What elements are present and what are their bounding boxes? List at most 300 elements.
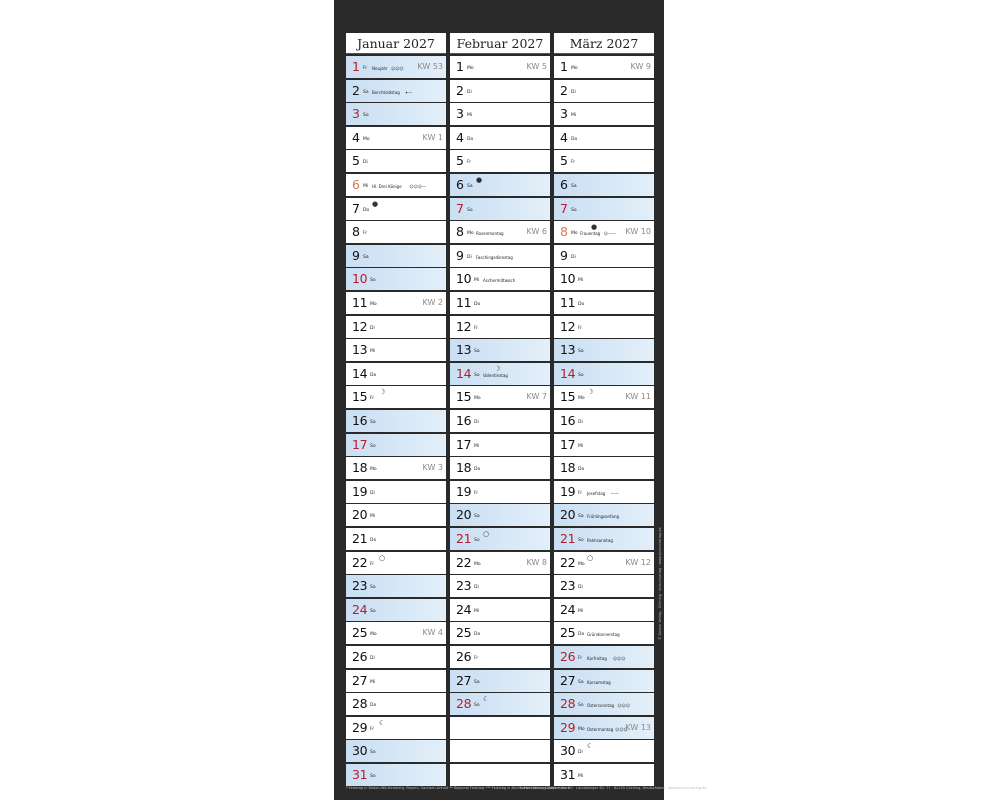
weekday-abbr: So bbox=[474, 372, 480, 378]
weekday-abbr: Sa bbox=[474, 514, 480, 520]
weekday-abbr: Di bbox=[467, 89, 472, 95]
holiday-name: Josefstag bbox=[587, 490, 606, 496]
holiday-name: Karsamstag bbox=[587, 679, 611, 685]
holiday-region-symbols: ☺☺☺ bbox=[391, 66, 404, 71]
moon-phase-icon: ☽ bbox=[379, 388, 386, 397]
moon-phase-icon: ☾ bbox=[379, 718, 386, 727]
weekday-abbr: Mo bbox=[370, 467, 377, 473]
weekend-shade bbox=[346, 103, 446, 125]
holiday-name: Gründonnerstag bbox=[587, 632, 620, 638]
day-row bbox=[346, 127, 446, 149]
day-number: 23 bbox=[560, 578, 576, 594]
day-row bbox=[554, 552, 654, 574]
weekday-abbr: Do bbox=[571, 136, 578, 142]
day-number: 24 bbox=[352, 601, 368, 617]
day-row bbox=[450, 386, 550, 408]
weekday-abbr: Mi bbox=[571, 113, 577, 119]
day-row bbox=[346, 268, 446, 290]
day-row bbox=[346, 80, 446, 102]
day-row bbox=[450, 198, 550, 220]
day-number: 17 bbox=[352, 436, 368, 452]
weekday-abbr: Fr bbox=[467, 160, 472, 166]
weekday-abbr: Mi bbox=[467, 113, 473, 119]
weekday-abbr: Di bbox=[578, 750, 583, 756]
day-number: 1 bbox=[560, 59, 568, 74]
day-row bbox=[450, 316, 550, 338]
day-row bbox=[554, 386, 654, 408]
day-number: 19 bbox=[352, 483, 368, 499]
week-number: KW 12 bbox=[625, 557, 651, 567]
weekday-abbr: Di bbox=[571, 254, 576, 260]
day-row bbox=[554, 198, 654, 220]
day-number: 24 bbox=[456, 601, 472, 617]
day-number: 21 bbox=[560, 531, 576, 546]
day-number: 22 bbox=[352, 554, 368, 570]
day-number: 12 bbox=[456, 318, 472, 334]
weekday-abbr: Fr bbox=[363, 66, 368, 71]
day-number: 11 bbox=[352, 295, 368, 310]
weekday-abbr: Di bbox=[578, 585, 583, 591]
weekday-abbr: Di bbox=[370, 656, 375, 661]
empty-day-row bbox=[450, 764, 550, 786]
weekday-abbr: Do bbox=[474, 302, 481, 307]
day-number: 1 bbox=[456, 59, 464, 74]
weekday-abbr: Mo bbox=[363, 136, 370, 142]
week-number: KW 2 bbox=[422, 298, 443, 307]
weekday-abbr: So bbox=[571, 207, 577, 213]
day-row bbox=[450, 174, 550, 196]
day-number: 28 bbox=[456, 696, 472, 712]
weekday-abbr: Do bbox=[370, 538, 377, 543]
day-number: 14 bbox=[560, 365, 576, 381]
weekday-abbr: Sa bbox=[578, 679, 584, 685]
weekday-abbr: Fr bbox=[370, 396, 375, 402]
day-row bbox=[554, 410, 654, 432]
weekday-abbr: Do bbox=[467, 136, 474, 142]
holiday-name: Rosenmontag bbox=[476, 231, 504, 237]
weekday-abbr: Di bbox=[474, 420, 479, 425]
weekday-abbr: Mi bbox=[578, 608, 584, 614]
day-row bbox=[346, 457, 446, 479]
weekday-abbr: So bbox=[363, 113, 369, 119]
day-row bbox=[554, 764, 654, 786]
day-number: 15 bbox=[456, 389, 472, 405]
moon-phase-icon: ○ bbox=[483, 530, 490, 538]
day-row bbox=[450, 646, 550, 668]
weekday-abbr: Mi bbox=[370, 514, 376, 520]
day-number: 9 bbox=[560, 247, 568, 263]
day-number: 25 bbox=[352, 625, 368, 641]
holiday-name: Frühlingsanfang bbox=[587, 514, 620, 520]
week-number: KW 3 bbox=[422, 463, 443, 473]
week-number: KW 13 bbox=[625, 722, 651, 732]
weekday-abbr: Fr bbox=[474, 325, 479, 331]
day-number: 4 bbox=[352, 129, 360, 145]
day-number: 20 bbox=[560, 507, 576, 523]
week-number: KW 11 bbox=[625, 392, 651, 402]
day-row bbox=[450, 552, 550, 574]
moon-phase-icon: ☾ bbox=[483, 695, 490, 704]
day-row bbox=[450, 670, 550, 692]
day-row bbox=[346, 434, 446, 456]
weekday-abbr: Di bbox=[474, 585, 479, 591]
day-number: 5 bbox=[352, 153, 360, 169]
day-number: 12 bbox=[352, 318, 368, 334]
week-number: KW 6 bbox=[526, 227, 547, 237]
day-row bbox=[346, 245, 446, 267]
day-number: 26 bbox=[456, 649, 472, 664]
holiday-name: Neujahr bbox=[372, 66, 388, 71]
day-number: 6 bbox=[456, 177, 464, 192]
day-number: 2 bbox=[456, 82, 464, 98]
day-number: 18 bbox=[560, 460, 576, 476]
day-number: 15 bbox=[560, 389, 576, 405]
moon-phase-icon: ☽ bbox=[494, 364, 501, 373]
day-row bbox=[450, 221, 550, 243]
weekday-abbr: Mo bbox=[370, 632, 377, 638]
day-row bbox=[554, 528, 654, 550]
weekday-abbr: Fr bbox=[474, 656, 479, 661]
day-row bbox=[346, 528, 446, 550]
holiday-name: Palmsonntag bbox=[587, 538, 613, 543]
day-number: 27 bbox=[560, 672, 576, 688]
weekday-abbr: Fr bbox=[363, 231, 368, 237]
day-row bbox=[554, 599, 654, 621]
weekday-abbr: Di bbox=[571, 89, 576, 95]
day-row bbox=[346, 410, 446, 432]
day-number: 8 bbox=[456, 224, 464, 240]
holiday-region-symbols: ☺☺☺ bbox=[613, 656, 626, 661]
weekend-shade bbox=[450, 174, 550, 196]
weekday-abbr: Mi bbox=[370, 679, 376, 685]
day-row bbox=[450, 434, 550, 456]
day-row bbox=[346, 316, 446, 338]
day-number: 23 bbox=[456, 578, 472, 594]
weekend-shade bbox=[450, 198, 550, 220]
day-number: 20 bbox=[456, 507, 472, 523]
day-row bbox=[346, 717, 446, 739]
weekday-abbr: Mo bbox=[578, 561, 585, 567]
day-row bbox=[346, 339, 446, 361]
day-number: 28 bbox=[352, 696, 368, 712]
day-number: 31 bbox=[560, 767, 576, 782]
day-row bbox=[450, 127, 550, 149]
weekday-abbr: Sa bbox=[370, 750, 376, 756]
day-row bbox=[554, 622, 654, 644]
day-number: 1 bbox=[352, 59, 360, 74]
day-number: 27 bbox=[352, 672, 368, 688]
day-row bbox=[346, 575, 446, 597]
month-title: Januar 2027 bbox=[346, 33, 446, 53]
holiday-name: Karfreitag bbox=[587, 656, 607, 661]
day-number: 16 bbox=[456, 413, 472, 428]
weekday-abbr: Di bbox=[370, 325, 375, 331]
weekday-abbr: Di bbox=[578, 420, 583, 425]
day-number: 27 bbox=[456, 672, 472, 688]
day-row bbox=[346, 56, 446, 78]
day-number: 29 bbox=[352, 719, 368, 735]
weekday-abbr: So bbox=[474, 703, 480, 709]
day-number: 9 bbox=[352, 247, 360, 263]
day-number: 4 bbox=[456, 129, 464, 145]
weekday-abbr: Mo bbox=[370, 302, 377, 307]
day-row bbox=[554, 56, 654, 78]
day-number: 12 bbox=[560, 318, 576, 334]
day-number: 26 bbox=[352, 649, 368, 664]
day-number: 6 bbox=[560, 177, 568, 192]
day-row bbox=[554, 316, 654, 338]
weekday-abbr: Mo bbox=[578, 726, 585, 732]
day-row bbox=[554, 127, 654, 149]
day-row bbox=[554, 174, 654, 196]
day-row bbox=[450, 410, 550, 432]
day-row bbox=[450, 693, 550, 715]
day-row bbox=[450, 481, 550, 503]
day-number: 13 bbox=[352, 342, 368, 358]
holiday-name: Berchtoldstag bbox=[372, 89, 400, 95]
moon-phase-icon: ● bbox=[372, 199, 379, 208]
week-number: KW 1 bbox=[422, 132, 443, 142]
day-number: 21 bbox=[456, 531, 472, 546]
holiday-name: Ostersonntag bbox=[587, 703, 615, 709]
day-row bbox=[346, 481, 446, 503]
day-number: 18 bbox=[352, 460, 368, 476]
vertical-credit: © Korsch Verlag · Gilching · Korschverlag · www.korschverlag.de bbox=[658, 527, 662, 640]
day-number: 15 bbox=[352, 389, 368, 405]
day-row bbox=[346, 764, 446, 786]
empty-day-row bbox=[450, 740, 550, 762]
weekday-abbr: Do bbox=[474, 467, 481, 473]
day-row bbox=[450, 245, 550, 267]
weekday-abbr: Di bbox=[363, 160, 368, 166]
day-number: 9 bbox=[456, 247, 464, 263]
day-number: 8 bbox=[352, 224, 360, 240]
day-row bbox=[346, 740, 446, 762]
day-number: 26 bbox=[560, 649, 576, 664]
day-row bbox=[346, 174, 446, 196]
weekday-abbr: So bbox=[467, 207, 473, 213]
day-row bbox=[346, 670, 446, 692]
day-number: 3 bbox=[560, 106, 568, 122]
day-row bbox=[554, 339, 654, 361]
day-row bbox=[554, 268, 654, 290]
day-row bbox=[450, 292, 550, 314]
day-number: 10 bbox=[456, 271, 472, 287]
day-row bbox=[450, 622, 550, 644]
weekday-abbr: Mo bbox=[467, 231, 474, 237]
day-number: 20 bbox=[352, 507, 368, 523]
weekday-abbr: Do bbox=[578, 467, 585, 473]
weekday-abbr: Di bbox=[467, 254, 472, 260]
day-row bbox=[450, 599, 550, 621]
weekday-abbr: Mi bbox=[370, 349, 376, 355]
holiday-name: Faschingsdienstag bbox=[476, 254, 513, 260]
day-row bbox=[450, 268, 550, 290]
day-number: 10 bbox=[560, 271, 576, 287]
holiday-region-symbols: ☺—— bbox=[603, 231, 616, 237]
weekday-abbr: Di bbox=[370, 490, 375, 496]
day-number: 11 bbox=[456, 295, 472, 310]
day-row bbox=[450, 80, 550, 102]
week-number: KW 53 bbox=[417, 62, 443, 71]
weekday-abbr: Mi bbox=[474, 608, 480, 614]
weekday-abbr: Sa bbox=[474, 679, 480, 685]
moon-phase-icon: ☽ bbox=[587, 388, 594, 397]
holiday-region-symbols: —— bbox=[610, 490, 619, 496]
day-number: 31 bbox=[352, 767, 368, 782]
weekday-abbr: So bbox=[474, 538, 480, 543]
weekday-abbr: Mo bbox=[578, 396, 585, 402]
moon-phase-icon: ☾ bbox=[587, 742, 594, 751]
day-number: 13 bbox=[456, 342, 472, 358]
weekday-abbr: Do bbox=[370, 372, 377, 378]
day-number: 25 bbox=[560, 625, 576, 641]
day-number: 7 bbox=[560, 200, 568, 216]
day-number: 6 bbox=[352, 177, 360, 192]
day-row bbox=[450, 103, 550, 125]
weekday-abbr: So bbox=[578, 372, 584, 378]
day-number: 22 bbox=[560, 554, 576, 570]
week-number: KW 5 bbox=[526, 62, 547, 71]
day-row bbox=[554, 693, 654, 715]
week-number: KW 8 bbox=[526, 557, 547, 567]
footer-note-left: * Feiertag in Baden-Württemberg, Bayern, Sachsen-Anhalt ** Regional Feiertag *** Feiertag in Berlin, Mecklenburg-Vorpommern bbox=[346, 786, 571, 790]
weekday-abbr: Sa bbox=[370, 585, 376, 591]
day-row bbox=[554, 150, 654, 172]
day-row bbox=[554, 717, 654, 739]
day-number: 19 bbox=[560, 483, 576, 499]
day-row bbox=[554, 80, 654, 102]
moon-phase-icon: ○ bbox=[379, 553, 386, 562]
weekday-abbr: Do bbox=[578, 632, 585, 638]
day-number: 3 bbox=[352, 106, 360, 122]
weekday-abbr: Sa bbox=[467, 184, 473, 189]
day-row bbox=[450, 363, 550, 385]
day-row bbox=[346, 150, 446, 172]
day-number: 5 bbox=[560, 153, 568, 169]
holiday-region-symbols: ☺☺☺ bbox=[615, 726, 628, 732]
day-row bbox=[450, 575, 550, 597]
day-row bbox=[554, 481, 654, 503]
holiday-region-symbols: ☺☺☺ bbox=[617, 703, 631, 709]
weekday-abbr: Mo bbox=[571, 231, 578, 237]
day-number: 22 bbox=[456, 554, 472, 570]
weekday-abbr: Mo bbox=[474, 396, 481, 402]
day-row bbox=[346, 552, 446, 574]
day-row bbox=[346, 221, 446, 243]
day-row bbox=[554, 363, 654, 385]
weekday-abbr: Do bbox=[474, 632, 481, 638]
month-title: März 2027 bbox=[554, 33, 654, 53]
weekday-abbr: Fr bbox=[578, 656, 583, 661]
weekday-abbr: Sa bbox=[571, 184, 577, 189]
weekday-abbr: Sa bbox=[578, 349, 584, 355]
day-number: 19 bbox=[456, 483, 472, 499]
day-row bbox=[554, 457, 654, 479]
day-row bbox=[346, 622, 446, 644]
moon-phase-icon: ● bbox=[591, 223, 598, 232]
day-number: 2 bbox=[352, 82, 360, 98]
day-number: 25 bbox=[456, 625, 472, 641]
weekday-abbr: Mi bbox=[578, 774, 584, 779]
day-number: 2 bbox=[560, 82, 568, 98]
day-row bbox=[346, 103, 446, 125]
weekday-abbr: Fr bbox=[370, 561, 375, 567]
holiday-name: Ostermontag bbox=[587, 726, 614, 732]
day-number: 28 bbox=[560, 696, 576, 712]
weekday-abbr: Do bbox=[578, 302, 585, 307]
weekday-abbr: Sa bbox=[363, 254, 369, 260]
day-number: 11 bbox=[560, 295, 576, 310]
weekend-shade bbox=[554, 198, 654, 220]
day-row bbox=[554, 292, 654, 314]
day-number: 3 bbox=[456, 106, 464, 122]
weekday-abbr: Mi bbox=[578, 278, 584, 284]
day-row bbox=[554, 740, 654, 762]
footer-note-right: Korsch Verlag GmbH + Co. KG · Landsberger Str. 77 · 82205 Gilching, Deutschland · www.korsch-verlag.de bbox=[520, 786, 707, 790]
weekend-shade bbox=[346, 245, 446, 267]
day-row bbox=[346, 386, 446, 408]
holiday-name: Valentinstag bbox=[483, 372, 508, 378]
day-number: 7 bbox=[456, 200, 464, 216]
weekday-abbr: Mo bbox=[571, 66, 578, 71]
weekday-abbr: Mo bbox=[467, 66, 474, 71]
day-row bbox=[346, 693, 446, 715]
holiday-name: Hl. Drei Könige bbox=[372, 184, 402, 189]
day-row bbox=[450, 150, 550, 172]
day-number: 30 bbox=[560, 743, 576, 759]
day-number: 17 bbox=[560, 436, 576, 452]
weekday-abbr: Fr bbox=[578, 490, 583, 496]
day-row bbox=[346, 599, 446, 621]
weekday-abbr: Mo bbox=[474, 561, 481, 567]
day-row bbox=[450, 56, 550, 78]
day-row bbox=[450, 504, 550, 526]
week-number: KW 10 bbox=[625, 227, 651, 237]
weekday-abbr: Fr bbox=[578, 325, 583, 331]
weekday-abbr: Do bbox=[370, 703, 377, 709]
day-number: 24 bbox=[560, 601, 576, 617]
day-number: 4 bbox=[560, 129, 568, 145]
weekday-abbr: Do bbox=[363, 207, 370, 213]
week-number: KW 9 bbox=[630, 62, 651, 71]
weekday-abbr: So bbox=[578, 703, 584, 709]
weekday-abbr: Mi bbox=[474, 278, 480, 284]
day-number: 16 bbox=[560, 413, 576, 428]
weekday-abbr: Sa bbox=[474, 349, 480, 355]
day-row bbox=[346, 363, 446, 385]
weekend-shade bbox=[554, 174, 654, 196]
empty-day-row bbox=[450, 717, 550, 739]
weekday-abbr: So bbox=[578, 538, 584, 543]
moon-phase-icon: ○ bbox=[587, 553, 594, 562]
weekday-abbr: Sa bbox=[370, 420, 376, 425]
day-number: 23 bbox=[352, 578, 368, 594]
weekday-abbr: Fr bbox=[474, 490, 479, 496]
day-number: 21 bbox=[352, 531, 368, 546]
day-number: 14 bbox=[352, 365, 368, 381]
day-row bbox=[554, 245, 654, 267]
day-number: 18 bbox=[456, 460, 472, 476]
day-number: 5 bbox=[456, 153, 464, 169]
day-number: 16 bbox=[352, 413, 368, 428]
day-number: 29 bbox=[560, 719, 576, 735]
day-number: 30 bbox=[352, 743, 368, 759]
month-title: Februar 2027 bbox=[450, 33, 550, 53]
day-row bbox=[450, 528, 550, 550]
weekday-abbr: So bbox=[370, 774, 376, 779]
weekday-abbr: Mi bbox=[578, 443, 584, 449]
